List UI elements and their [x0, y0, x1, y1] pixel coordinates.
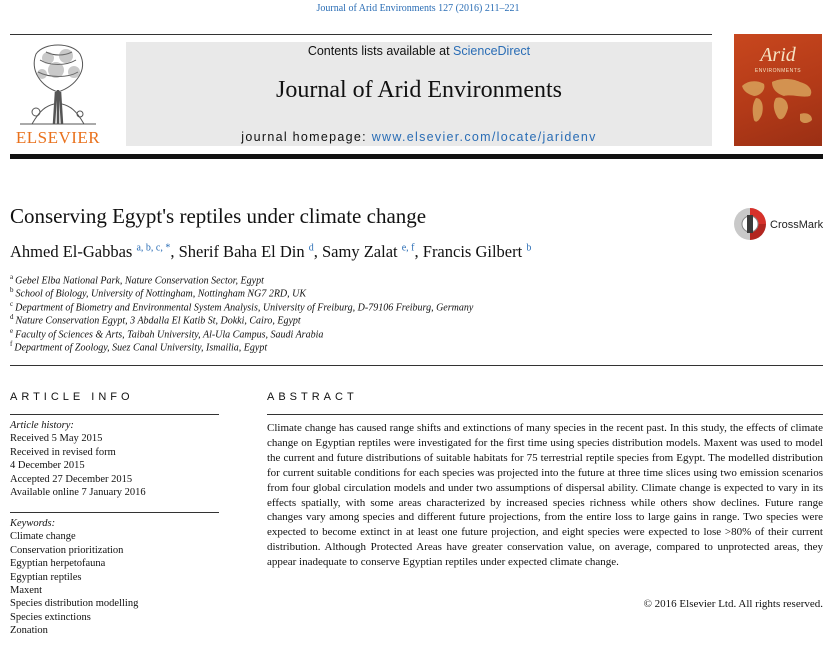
author-name[interactable]: Samy Zalat: [322, 242, 398, 261]
sciencedirect-link[interactable]: ScienceDirect: [453, 44, 531, 58]
article-history: [10, 420, 146, 500]
author-separator: ,: [313, 242, 322, 261]
affiliation-key: c: [10, 299, 14, 308]
affiliation-text: Gebel Elba National Park, Nature Conservation Sector, Egypt: [15, 275, 264, 287]
elsevier-wordmark: ELSEVIER: [15, 128, 101, 147]
abstract-text: Climate change has caused range shifts and extinctions of many species in the recent past. In this study, the effects of climate change on Egyptian reptiles were investigated for the first time using species distribution models. Maxent was used to model the current and future distributions of suitable habitats for 75 terrestrial reptile species from Egypt. The modelled distribution for current suitable conditions for each species was projected into the future at three time slices using two emission scenarios from four global circulation models and under two assumptions of dispersal ability. Climate change is expected to vary in its effects spatially, with some areas characterized by increased species richness while others show declines. Future range changes vary among species and different future projections, from the entire loss to large gains in range. Two species were expected to become extinct in at least one future projection, and eight species were expected to lose >80% of their current distribution. Although Protected Areas have greater conservation value, on average, compared to unprotected areas, they appear inadequate to conserve Egyptian reptiles under expected climate change.: [267, 422, 823, 569]
affiliation-text: Department of Zoology, Suez Canal University, Ismailia, Egypt: [14, 342, 268, 354]
keywords-label: Keywords:: [10, 518, 56, 529]
affiliation-text: School of Biology, University of Nottingham, Nottingham NG7 2RD, UK: [15, 288, 307, 300]
author-name[interactable]: Ahmed El-Gabbas: [10, 242, 133, 261]
elsevier-tree-icon: [10, 40, 106, 126]
header-rule: [10, 154, 823, 159]
history-item: 4 December 2015: [10, 460, 85, 472]
cover-subtitle: ENVIRONMENTS: [754, 68, 802, 74]
article-info-rule: [10, 414, 219, 415]
keyword-item: Egyptian herpetofauna: [10, 558, 106, 570]
keyword-item: Zonation: [10, 625, 48, 637]
article-title: Conserving Egypt's reptiles under climate change: [10, 204, 427, 228]
abstract-heading: ABSTRACT: [267, 391, 358, 403]
author-affiliation-marks[interactable]: b: [526, 242, 532, 254]
keywords: [10, 518, 138, 639]
affiliation-item: [10, 313, 473, 326]
affiliation-item: [10, 300, 473, 313]
keyword-item: Species extinctions: [10, 611, 91, 623]
contents-prefix: Contents lists available at: [307, 44, 454, 58]
keyword-item: Maxent: [10, 584, 43, 596]
history-item: Received in revised form: [10, 446, 116, 458]
homepage-prefix: journal homepage:: [241, 130, 372, 144]
keyword-item: Egyptian reptiles: [10, 571, 82, 583]
contents-line: [126, 44, 712, 58]
article-info-heading: ARTICLE INFO: [10, 391, 134, 403]
history-item: Accepted 27 December 2015: [10, 473, 133, 485]
journal-cover[interactable]: [734, 34, 822, 146]
affiliation-text: Nature Conservation Egypt, 3 Abdalla El Katib St, Dokki, Cairo, Egypt: [15, 315, 301, 327]
copyright-notice: © 2016 Elsevier Ltd. All rights reserved.: [643, 598, 823, 610]
cover-title: Arid: [760, 44, 796, 66]
affiliation-item: [10, 340, 473, 353]
affiliation-key: f: [10, 339, 13, 348]
journal-banner: [126, 42, 712, 146]
keywords-rule: [10, 512, 219, 513]
affiliation-key: d: [10, 313, 14, 322]
elsevier-logo: [10, 40, 106, 148]
history-label: Article history:: [10, 420, 74, 431]
author-separator: ,: [414, 242, 423, 261]
world-map-icon: [734, 34, 822, 146]
affiliation-key: a: [10, 273, 14, 281]
author-list: [10, 242, 531, 262]
top-divider: [10, 34, 712, 35]
affiliation-key: b: [10, 286, 14, 295]
journal-citation[interactable]: Journal of Arid Environments 127 (2016) 211–221: [316, 3, 520, 14]
affiliation-item: [10, 286, 473, 299]
crossmark-label: CrossMark: [770, 219, 824, 231]
history-item: Available online 7 January 2016: [10, 486, 146, 498]
affiliation-text: Faculty of Sciences & Arts, Taibah University, Al-Ula Campus, Saudi Arabia: [15, 328, 324, 340]
affiliation-list: [10, 273, 473, 353]
affiliation-item: [10, 327, 473, 340]
author-name[interactable]: Sherif Baha El Din: [178, 242, 305, 261]
author-affiliation-marks[interactable]: d: [308, 242, 314, 254]
keyword-item: Climate change: [10, 531, 76, 543]
keyword-item: Species distribution modelling: [10, 598, 139, 610]
crossmark-button[interactable]: [732, 208, 828, 242]
author-affiliation-marks[interactable]: a, b, c, *: [136, 242, 171, 254]
homepage-link[interactable]: www.elsevier.com/locate/jaridenv: [371, 130, 597, 144]
affiliation-key: e: [10, 326, 14, 335]
crossmark-icon: [732, 206, 768, 242]
section-divider: [10, 365, 823, 366]
author-affiliation-marks[interactable]: e, f: [401, 242, 415, 254]
journal-name: Journal of Arid Environments: [276, 77, 562, 103]
affiliation-item: [10, 273, 473, 286]
affiliation-text: Department of Biometry and Environmental System Analysis, University of Freiburg, D-79106 Freiburg, Germany: [15, 302, 474, 314]
keyword-item: Conservation prioritization: [10, 544, 124, 556]
history-item: Received 5 May 2015: [10, 433, 103, 445]
author-name[interactable]: Francis Gilbert: [422, 242, 523, 261]
homepage-line: [126, 130, 712, 144]
abstract-rule: [267, 414, 823, 415]
author-separator: ,: [170, 242, 179, 261]
